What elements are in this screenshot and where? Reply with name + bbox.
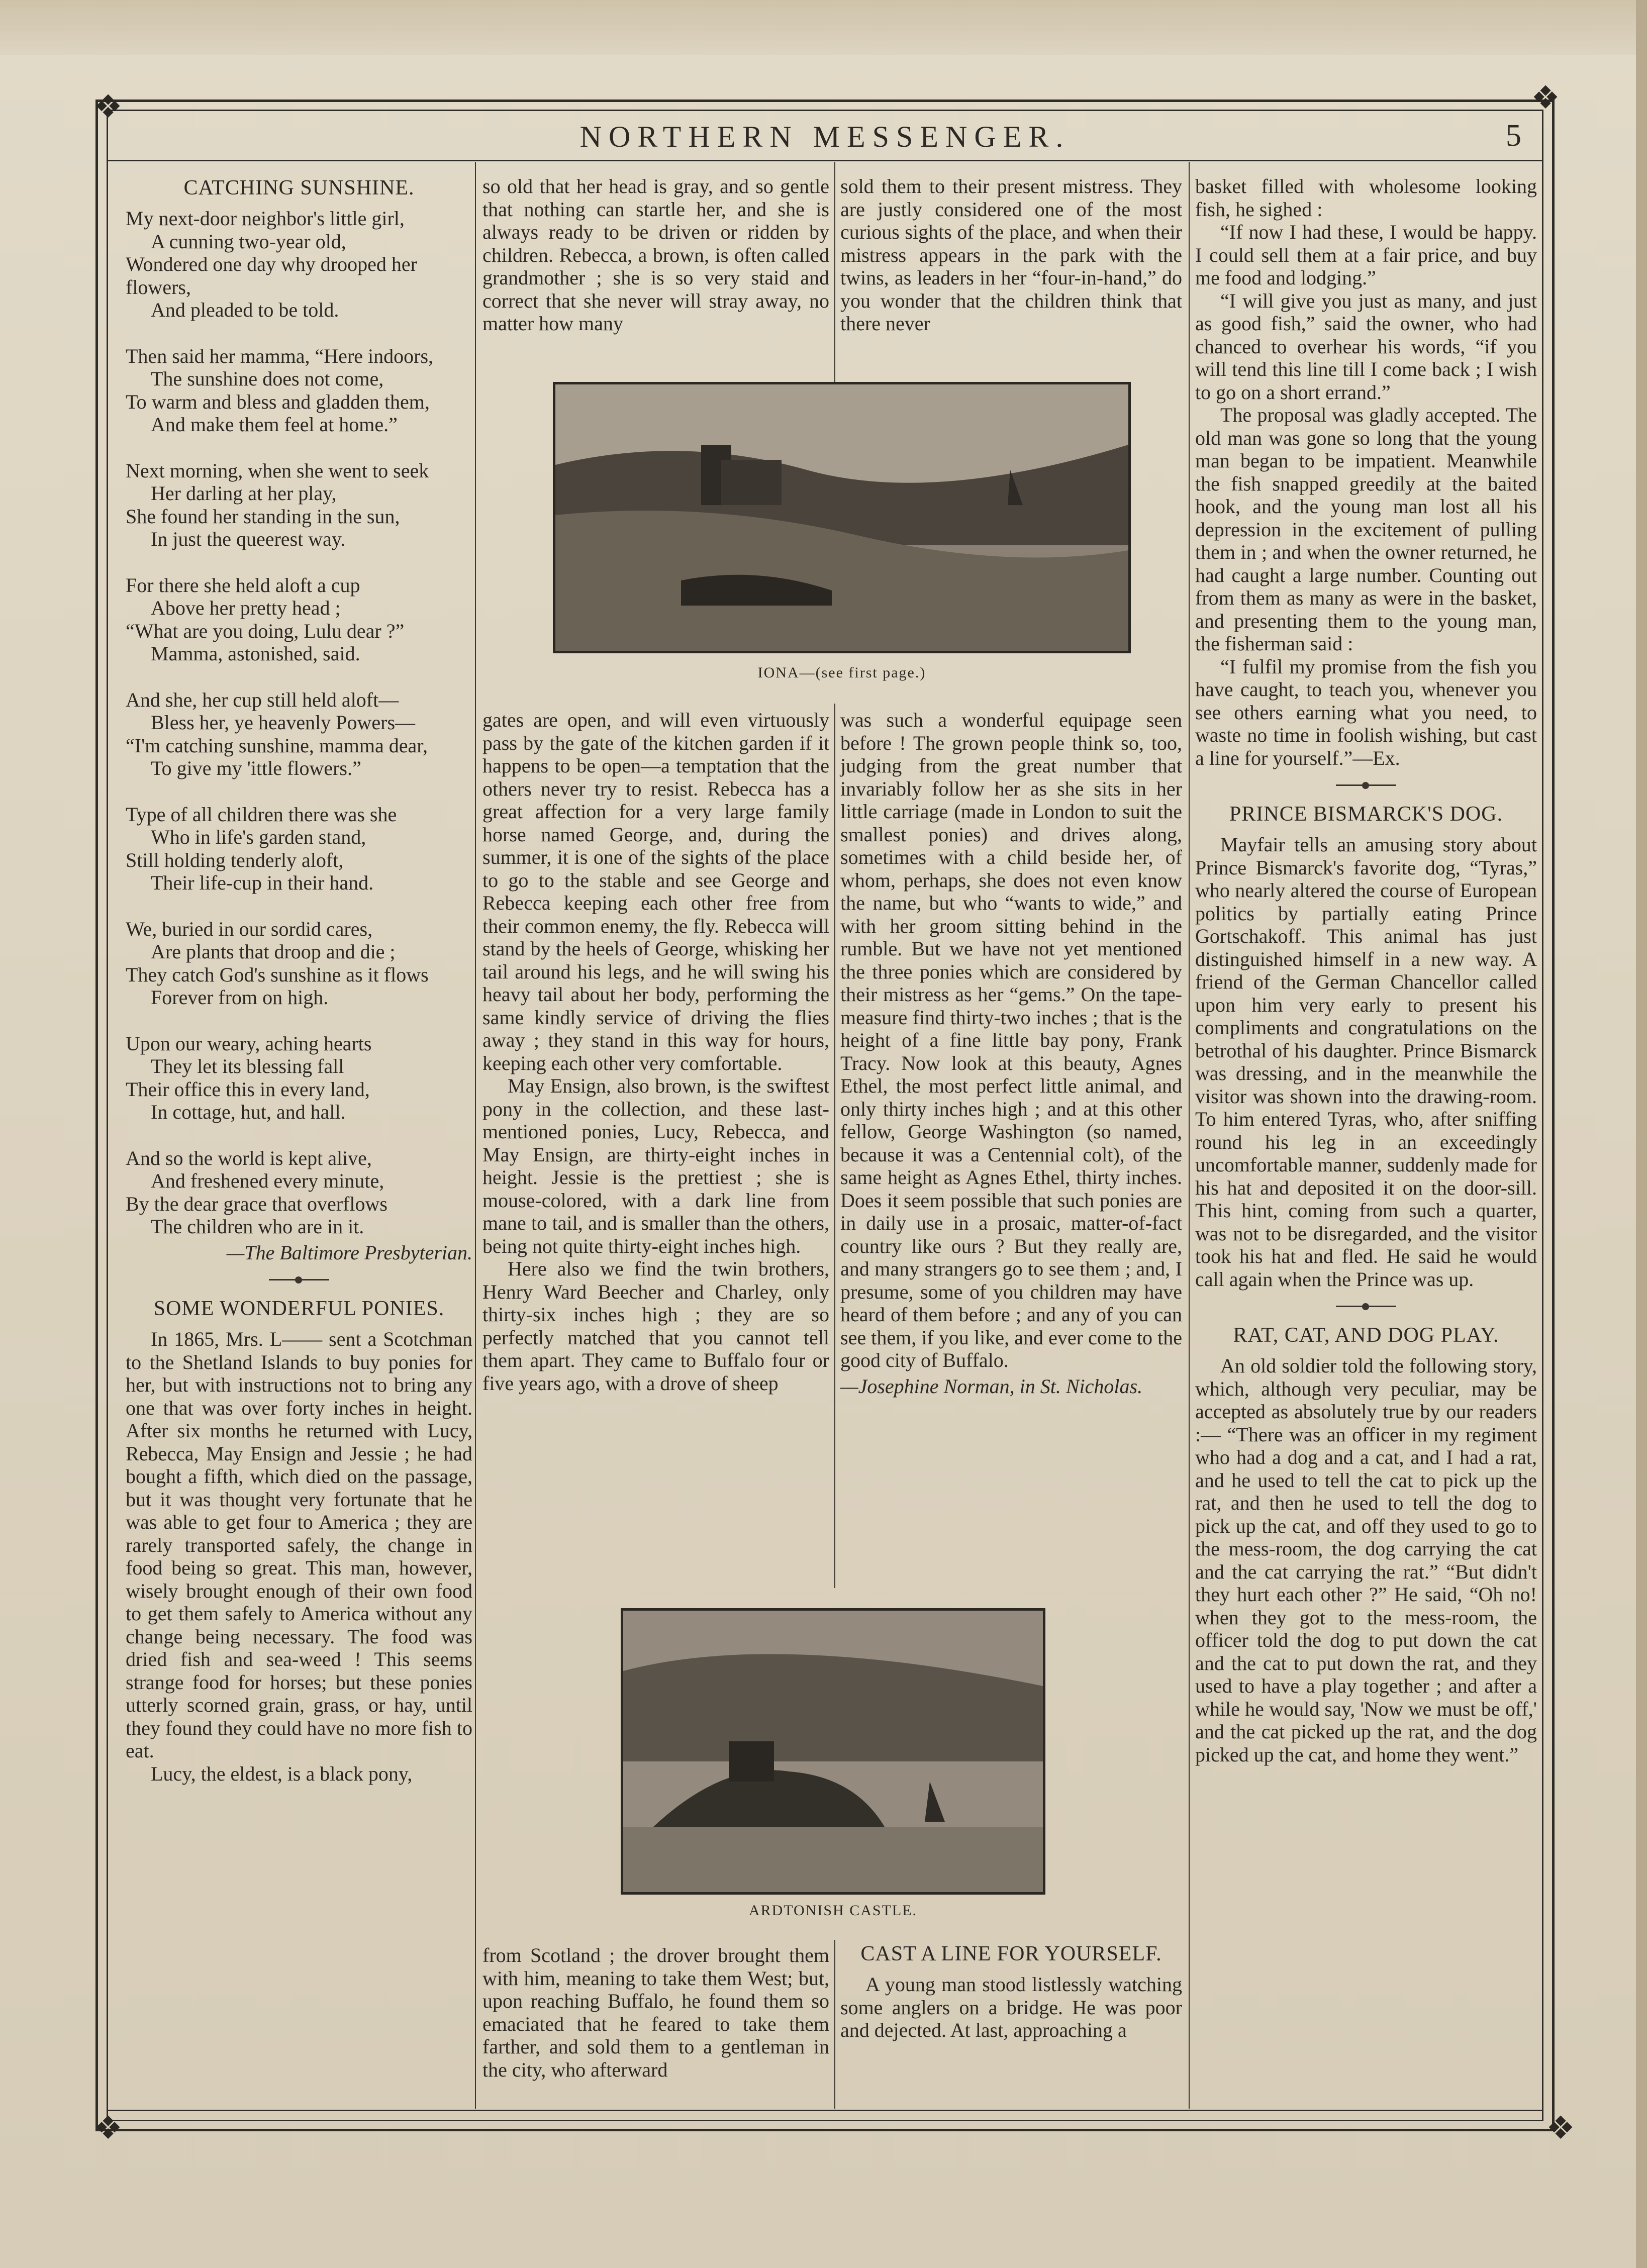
- ponies-col3-top: [840, 175, 1182, 335]
- poem-line: To give my 'ittle flowers.”: [151, 757, 361, 779]
- footer-rule: [107, 2110, 1543, 2111]
- cast-line-article: [840, 1941, 1182, 2042]
- article-title: RAT, CAT, AND DOG PLAY.: [1233, 1324, 1499, 1347]
- poem-line: She found her standing in the sun,: [126, 505, 400, 528]
- masthead-title: NORTHERN MESSENGER.: [579, 120, 1071, 153]
- column-rule: [834, 1940, 835, 2109]
- poem-line: The sunshine does not come,: [151, 367, 384, 390]
- poem-line: Who in life's garden stand,: [151, 826, 366, 848]
- poem-line: Bless her, ye heavenly Powers—: [151, 711, 416, 734]
- ponies-col2-bottom: [482, 1944, 829, 2081]
- stanza: [126, 207, 472, 322]
- article-title: PRINCE BISMARCK'S DOG.: [1229, 803, 1503, 826]
- poem-line: Her darling at her play,: [151, 482, 337, 505]
- column-four: [1195, 175, 1537, 1766]
- stanza: [126, 345, 472, 436]
- ardtonish-illustration: [623, 1611, 1043, 1892]
- poem-line: And freshened every minute,: [151, 1169, 384, 1192]
- ardtonish-engraving: [621, 1608, 1045, 1895]
- article-paragraph: Lucy, the eldest, is a black pony,: [151, 1762, 413, 1785]
- poem-line: My next-door neighbor's little girl,: [126, 207, 405, 230]
- ardtonish-caption: ARDTONISH CASTLE.: [748, 1902, 918, 1919]
- header-rule: [107, 160, 1543, 161]
- poem-line: We, buried in our sordid cares,: [126, 917, 373, 940]
- poem-line: Their life-cup in their hand.: [151, 871, 374, 894]
- poem-line: Next morning, when she went to seek: [126, 459, 429, 482]
- corner-ornament-icon: ❖: [1546, 2110, 1575, 2147]
- poem-line: To warm and bless and gladden them,: [126, 390, 430, 413]
- page-number: 5: [1506, 119, 1521, 153]
- article-paragraph: May Ensign, also brown, is the swiftest pony in the collection, and these last-mentioned ponies, Lucy, Rebecca, and May Ensign, are thirty-eight inches in height. Jessie is the prettiest ; she is mouse-colored, with a dark line from mane to tail, and is smaller than the others, being not quite thirty-eight inches high.: [482, 1074, 829, 1257]
- poem-line: “I'm catching sunshine, mamma dear,: [126, 734, 428, 757]
- poem-line: And she, her cup still held aloft—: [126, 688, 399, 711]
- article-paragraph: “I will give you just as many, and just as good fish,” said the owner, who had chanced to overhear his words, “if you will tend this line till I come back ; I wish to go on a short errand.”: [1195, 289, 1537, 404]
- poem-line: And pleaded to be told.: [151, 299, 339, 321]
- corner-ornament-icon: ❖: [1531, 79, 1560, 117]
- poem-line: Their office this in every land,: [126, 1077, 370, 1101]
- article-paragraph: Mayfair tells an amusing story about Prince Bismarck's favorite dog, “Tyras,” who nearly altered the course of European politics by partially eating Prince Gortschakoff. This animal has just distinguished himself in a new way. A friend of the German Chancellor called upon him very early to present his compliments and congratulations on the betrothal of his daughter. Prince Bismarck was dressing, and in the meanwhile the visitor was shown into the drawing-room. To him entered Tyras, who, after sniffing round his leg in an exceedingly uncomfortable manner, suddenly made for his hat and deposited it on the door-sill. This hint, coming from such a quarter, was not to be disregarded, and the visitor took his hat and fled. He said he would call again when the Prince was up.: [1195, 833, 1537, 1291]
- poem-line: Type of all children there was she: [126, 803, 397, 826]
- poem-line: The children who are in it.: [151, 1215, 364, 1238]
- poem-line: Forever from on high.: [151, 986, 329, 1009]
- stanza: [126, 459, 472, 551]
- column-rule: [834, 162, 835, 383]
- article-paragraph: basket filled with wholesome looking fish, he sighed :: [1195, 175, 1537, 221]
- article-credit: —Josephine Norman, in St. Nicholas.: [840, 1374, 1143, 1398]
- poem-line: In just the queerest way.: [151, 528, 346, 550]
- article-paragraph: A young man stood listlessly watching some anglers on a bridge. He was poor and dejected. At last, approaching a: [840, 1973, 1182, 2041]
- poem-line: They let its blessing fall: [151, 1055, 344, 1077]
- ponies-col2-top: [482, 175, 829, 335]
- article-title: CAST A LINE FOR YOURSELF.: [860, 1942, 1162, 1965]
- article-paragraph: Here also we find the twin brothers, Henry Ward Beecher and Charley, only thirty-six inches high ; they are so perfectly matched that you cannot tell them apart. They came to Buffalo four or five years ago, with a drove of sheep: [482, 1257, 829, 1395]
- poem-catching-sunshine: [126, 175, 472, 1785]
- poem-credit: —The Baltimore Presbyterian.: [226, 1241, 472, 1264]
- article-paragraph: “If now I had these, I would be happy. I could sell them at a fair price, and buy me food and lodging.”: [1195, 221, 1537, 289]
- stanza: [126, 1032, 472, 1124]
- article-paragraph: An old soldier told the following story, which, although very peculiar, may be accepted as absolutely true by our readers :— “There was an officer in my regiment who had a dog and a cat, and I had a rat, and he used to tell the cat to pick up the rat, and then he used to tell the dog to pick up the cat, and off they used to go to the mess-room, the dog carrying the cat and the cat carrying the rat.” “But didn't they hurt each other ?” He said, “Oh no! when they got to the mess-room, the officer told the dog to put down the cat and the cat to put down the rat, and they used to have a play together ; and after a while he would say, 'Now we must be off,' and the cat picked up the rat, and the dog picked up the cat, and home they went.”: [1195, 1354, 1537, 1766]
- poem-line: A cunning two-year old,: [151, 230, 346, 253]
- article-paragraph: from Scotland ; the drover brought them with him, meaning to take them West; but, upon reaching Buffalo, he found them so emaciated that he feared to take them farther, and sold them to a gentleman in the city, who afterward: [482, 1944, 829, 2081]
- poem-line: Mamma, astonished, said.: [151, 642, 360, 665]
- ponies-col2-middle: [482, 709, 829, 1395]
- poem-line: And make them feel at home.”: [151, 413, 398, 436]
- article-paragraph: The proposal was gladly accepted. The old man was gone so long that the young man began to be impatient. Meanwhile the fish snapped greedily at the baited hook, and the young man lost all his depression in the excitement of pulling them in ; and when the owner returned, he had caught a large number. Counting out from them as many as were in the basket, and presenting them to the young man, the fisherman said :: [1195, 404, 1537, 655]
- page-edge: [1636, 0, 1647, 2268]
- section-divider: [269, 1279, 329, 1280]
- page-fold-shadow: [0, 0, 1647, 55]
- stanza: [126, 1147, 472, 1238]
- article-paragraph: was such a wonderful equipage seen before ! The grown people think so, too, judging from the great number that invariably follow her as she sits in her little carriage (made in London to suit the smallest ponies) and drives along, sometimes with a child beside her, of whom, perhaps, she does not even know the name, but who “wants to wide,” and with her groom sitting behind in the rumble. But we have not yet mentioned the three ponies which are considered by their mistress as her “gems.” On the tape-measure find thirty-two inches ; that is the height of a fine little bay pony, Frank Tracy. Now look at this beauty, Agnes Ethel, the most perfect little animal, and only thirty inches high ; and at this other fellow, George Washington (so named, because it was a Centennial colt), of the same height as Agnes Ethel, thirty inches. Does it seem possible that such ponies are in daily use in a prosaic, matter-of-fact country like ours ? But they really are, and many strangers go to see them ; and, I presume, some of you children may have heard of them before ; and any of you can see them, if you like, and ever come to the good city of Buffalo.: [840, 709, 1182, 1371]
- poem-line: Wondered one day why drooped her flowers,: [126, 253, 417, 299]
- poem-line: “What are you doing, Lulu dear ?”: [126, 619, 405, 642]
- stanza: [126, 918, 472, 1009]
- poem-line: Above her pretty head ;: [151, 597, 341, 619]
- article-paragraph: gates are open, and will even virtuously pass by the gate of the kitchen garden if it happens to be open—a temptation that the others never try to resist. Rebecca has a great affection for a very large family horse named George, and, during the summer, it is one of the sights of the place to go to the stable and see George and Rebecca keeping each other free from their common enemy, the fly. Rebecca will stand by the heels of George, whisking her tail around his legs, and he will swing his heavy tail about her body, performing the same kindly service of driving the flies away ; they stand in this way for hours, keeping each other very comfortable.: [482, 709, 829, 1074]
- stanza: [126, 574, 472, 665]
- section-divider: [1336, 784, 1396, 786]
- poem-line: In cottage, hut, and hall.: [151, 1101, 346, 1123]
- stanza: [126, 688, 472, 780]
- poem-line: And so the world is kept alive,: [126, 1146, 372, 1169]
- poem-line: Still holding tenderly aloft,: [126, 848, 344, 871]
- poem-line: For there she held aloft a cup: [126, 573, 360, 597]
- poem-line: Upon our weary, aching hearts: [126, 1032, 372, 1055]
- column-rule: [834, 704, 835, 1588]
- corner-ornament-icon: ❖: [93, 2110, 123, 2147]
- poem-line: Then said her mamma, “Here indoors,: [126, 344, 434, 367]
- iona-illustration: [555, 384, 1128, 651]
- article-title: SOME WONDERFUL PONIES.: [153, 1297, 445, 1320]
- poem-line: By the dear grace that overflows: [126, 1192, 387, 1215]
- corner-ornament-icon: ❖: [93, 88, 123, 126]
- article-paragraph: “I fulfil my promise from the fish you have caught, to teach you, whenever you see others earning what you need, to waste no time in foolish wishing, but cast a line for yourself.”—Ex.: [1195, 655, 1537, 769]
- poem-line: Are plants that droop and die ;: [151, 940, 396, 963]
- article-paragraph: so old that her head is gray, and so gentle that nothing can startle her, and she is always ready to be driven or ridden by children. Rebecca, a brown, is often called grandmother ; she is so very staid and correct that she never will stray away, no matter how many: [482, 175, 829, 335]
- poem-title: CATCHING SUNSHINE.: [183, 176, 415, 200]
- stanza: [126, 803, 472, 895]
- ponies-col3-middle: [840, 709, 1182, 1398]
- iona-caption: IONA—(see first page.): [757, 664, 926, 681]
- column-rule: [1189, 162, 1190, 2109]
- column-rule: [475, 162, 476, 2109]
- article-paragraph: sold them to their present mistress. They are justly considered one of the most curious sights of the place, and when their mistress appears in the park with the twins, as leaders in her “four-in-hand,” do you wonder that the children think that there never: [840, 175, 1182, 335]
- iona-engraving: [553, 382, 1131, 653]
- article-paragraph: In 1865, Mrs. L—— sent a Scotchman to the Shetland Islands to buy ponies for her, but with instructions not to bring any one that was over forty inches in height. After six months he returned with Lucy, Rebecca, May Ensign and Jessie ; he had bought a fifth, which died on the passage, but it was thought very fortunate that he was able to get four to America ; they are rarely transported safely, the change in food being so great. This man, however, wisely brought enough of their own food to get them safely to America without any change being necessary. The food was dried fish and sea-weed ! This seems strange food for horses; but these ponies utterly scorned grain, grass, or hay, until they found they could have no more fish to eat.: [126, 1328, 472, 1762]
- poem-line: They catch God's sunshine as it flows: [126, 963, 429, 986]
- section-divider: [1336, 1306, 1396, 1307]
